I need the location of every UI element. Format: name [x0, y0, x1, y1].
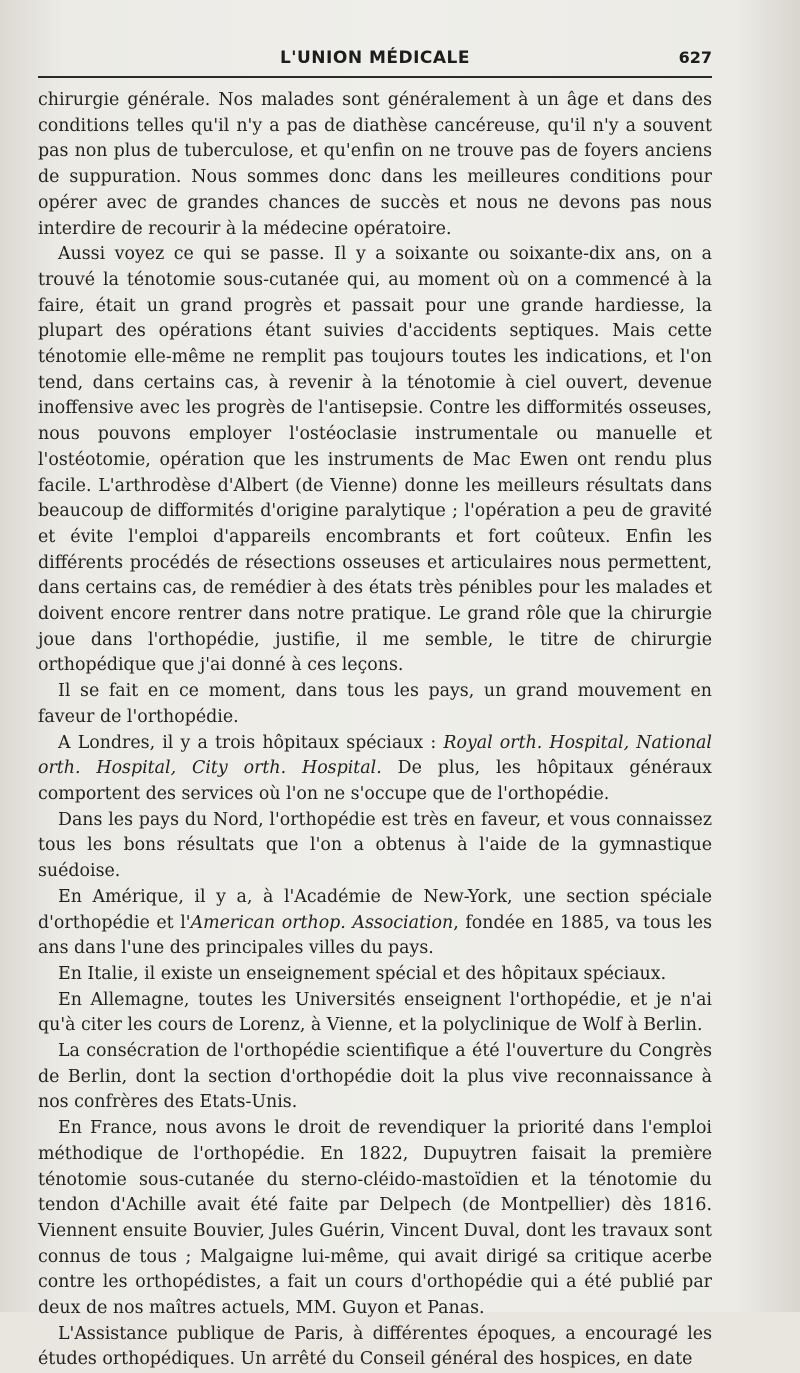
running-header [38, 44, 712, 80]
header-rule [38, 76, 712, 78]
paragraph [38, 731, 712, 808]
paragraph [38, 679, 712, 730]
text-run: L'Assistance publique de Paris, à différentes époques, a encouragé les études orthopédiques. Un arrêté du Conseil général des hospices, en date [38, 1323, 712, 1370]
paragraph [38, 1039, 712, 1116]
paragraph [38, 988, 712, 1039]
text-run: Il se fait en ce moment, dans tous les pays, un grand mouvement en faveur de l'orthopédie. [38, 681, 712, 727]
text-run: , fondée en 1885, va tous les ans dans l'une des principales villes du pays. [38, 912, 712, 959]
page-number: 627 [678, 48, 712, 67]
journal-title: L'UNION MÉDICALE [279, 48, 471, 68]
italic-text: Royal orth. Hospital, National orth. Hospital, City orth. Hospital. [38, 732, 712, 779]
paragraph [38, 885, 712, 962]
paragraph [38, 1322, 712, 1373]
italic-text: American orthop. Association [190, 912, 454, 933]
text-run: En Amérique, il y a, à l'Académie de New-York, une section spéciale d'orthopédie et l' [38, 886, 712, 933]
text-run: En France, nous avons le droit de revendiquer la priorité dans l'emploi méthodique de l'orthopédie. En 1822, Dupuytren faisait la première ténotomie sous-cutanée du sterno-cléido-mastoïdien et la ténotomie du tendon d'Achille avait été faite par Delpech (de Montpellier) dès 1816. Viennent ensuite Bouvier, Jules Guérin, Vincent Duval, dont les travaux sont connus de tous ; Malgaigne lui-même, qui avait dirigé sa critique acerbe contre les orthopédistes, a fait un cours d'orthopédie qui a été publié par deux de nos maîtres actuels, MM. Guyon et Panas. [38, 1118, 712, 1319]
paragraph [38, 242, 712, 679]
text-run: En Italie, il existe un enseignement spécial et des hôpitaux spéciaux. [58, 963, 667, 984]
text-run: A Londres, il y a trois hôpitaux spéciaux : [58, 732, 444, 753]
text-run: En Allemagne, toutes les Universités enseignent l'orthopédie, et je n'ai qu'à citer les cours de Lorenz, à Vienne, et la polyclinique de Wolf à Berlin. [38, 989, 712, 1036]
text-run: Dans les pays du Nord, l'orthopédie est très en faveur, et vous connaissez tous les bons résultats que l'on a obtenus à l'aide de la gymnastique suédoise. [38, 809, 712, 882]
text-run: Aussi voyez ce qui se passe. Il y a soixante ou soixante-dix ans, on a trouvé la ténotomie sous-cutanée qui, au moment où on a commencé à la faire, était un grand progrès et passait pour une grande hardiesse, la plupart des opérations étant suivies d'accidents septiques. Mais cette ténotomie elle-même ne remplit pas toujours toutes les indications, et l'on tend, dans certains cas, à revenir à la ténotomie à ciel ouvert, devenue inoffensive avec les progrès de l'antisepsie. Contre les difformités osseuses, nous pouvons employer l'ostéoclasie instrumentale ou manuelle et l'ostéotomie, opération que les instruments de Mac Ewen ont rendu plus facile. L'arthrodèse d'Albert (de Vienne) donne les meilleurs résultats dans beaucoup de difformités d'origine paralytique ; l'opération a peu de gravité et évite l'emploi d'appareils encombrants et fort coûteux. Enfin les différents procédés de résections osseuses et articulaires nous permettent, dans certains cas, de remédier à des états très pénibles pour les malades et doivent encore rentrer dans notre pratique. Le grand rôle que la chirurgie joue dans l'orthopédie, justifie, il me semble, le titre de chirurgie orthopédique que j'ai donné à ces leçons. [38, 244, 712, 676]
paragraph [38, 88, 712, 242]
text-run: La consécration de l'orthopédie scientifique a été l'ouverture du Congrès de Berlin, dont la section d'orthopédie doit la plus vive reconnaissance à nos confrères des Etats-Unis. [38, 1041, 712, 1113]
paragraph [38, 1116, 712, 1322]
paragraph [38, 808, 712, 885]
paragraph [38, 962, 712, 988]
text-run: De plus, les hôpitaux généraux comportent des services où l'on ne s'occupe que de l'orthopédie. [38, 758, 712, 804]
text-run: chirurgie générale. Nos malades sont généralement à un âge et dans des conditions telles qu'il n'y a pas de diathèse cancéreuse, qu'il n'y a souvent pas non plus de tuberculose, et qu'enfin on ne trouve pas de foyers anciens de suppuration. Nous sommes donc dans les meilleures conditions pour opérer avec de grandes chances de succès et nous ne devons pas nous interdire de recourir à la médecine opératoire. [38, 90, 712, 239]
body-text [38, 88, 712, 1373]
